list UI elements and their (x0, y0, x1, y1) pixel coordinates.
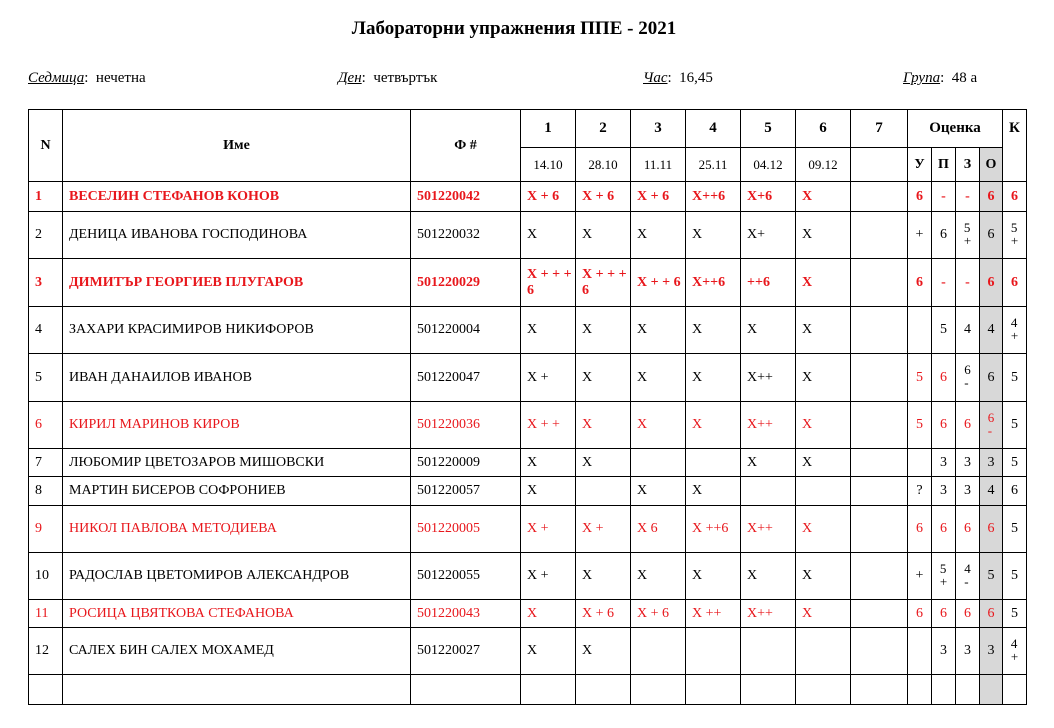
grade-k: 5 (1003, 553, 1027, 600)
col-grade: Оценка (908, 110, 1003, 148)
grade-p: 6 (932, 402, 956, 449)
lab-mark: X ++6 (686, 506, 741, 553)
col-week: 2 (576, 110, 631, 148)
faculty-number: 501220005 (411, 506, 521, 553)
grade-u (908, 628, 932, 675)
table-row (29, 212, 1027, 259)
faculty-number: 501220029 (411, 259, 521, 307)
lab-mark (851, 212, 908, 259)
grade-k: 6 (1003, 182, 1027, 212)
faculty-number: 501220004 (411, 307, 521, 354)
grade-u: + (908, 212, 932, 259)
empty-cell (631, 675, 686, 705)
grade-p: 6 (932, 600, 956, 628)
student-name: САЛЕХ БИН САЛЕХ МОХАМЕД (63, 628, 411, 675)
grade-k: 6 (1003, 477, 1027, 506)
grade-k: 4 + (1003, 628, 1027, 675)
lab-mark: X (631, 212, 686, 259)
col-week: 6 (796, 110, 851, 148)
faculty-number: 501220032 (411, 212, 521, 259)
lab-mark: X (686, 553, 741, 600)
lab-mark (796, 628, 851, 675)
day-value: четвъртък (373, 70, 438, 86)
lab-mark (851, 307, 908, 354)
table-row (29, 259, 1027, 307)
row-number: 7 (29, 449, 63, 477)
hour-value: 16,45 (679, 70, 713, 86)
grade-k: 5 (1003, 600, 1027, 628)
lab-mark: X + 6 (576, 182, 631, 212)
col-p: П (932, 148, 956, 182)
lab-mark: X (686, 354, 741, 402)
lab-mark (631, 628, 686, 675)
student-name: ДЕНИЦА ИВАНОВА ГОСПОДИНОВА (63, 212, 411, 259)
lab-mark: X (631, 354, 686, 402)
grade-o: 6 (980, 212, 1003, 259)
table-row-empty (29, 675, 1027, 705)
lab-mark: X (741, 307, 796, 354)
table-row (29, 553, 1027, 600)
table-row (29, 506, 1027, 553)
grade-z: 3 (956, 449, 980, 477)
grade-p: - (932, 182, 956, 212)
col-date: 14.10 (521, 148, 576, 182)
lab-mark: X (576, 212, 631, 259)
grade-z: - (956, 182, 980, 212)
grade-u (908, 307, 932, 354)
empty-cell (1003, 675, 1027, 705)
lab-mark: X (796, 600, 851, 628)
lab-mark: X + 6 (631, 182, 686, 212)
empty-cell (521, 675, 576, 705)
student-name: ИВАН ДАНАИЛОВ ИВАНОВ (63, 354, 411, 402)
lab-mark: X++ (741, 600, 796, 628)
lab-mark: X (686, 477, 741, 506)
faculty-number: 501220027 (411, 628, 521, 675)
col-u: У (908, 148, 932, 182)
lab-mark: X (796, 553, 851, 600)
lab-mark: X++6 (686, 259, 741, 307)
lab-mark: ++6 (741, 259, 796, 307)
lab-mark: X + 6 (631, 600, 686, 628)
row-number: 12 (29, 628, 63, 675)
grade-z: 4 (956, 307, 980, 354)
col-week: 5 (741, 110, 796, 148)
table-row (29, 354, 1027, 402)
week-label: Седмица (28, 70, 85, 86)
grade-u: 5 (908, 402, 932, 449)
lab-mark: X (521, 628, 576, 675)
lab-mark: X (576, 553, 631, 600)
grade-p: 5 + (932, 553, 956, 600)
lab-mark: X + (521, 506, 576, 553)
grade-k: 5 (1003, 354, 1027, 402)
faculty-number: 501220055 (411, 553, 521, 600)
row-number: 11 (29, 600, 63, 628)
col-week: 3 (631, 110, 686, 148)
col-n: N (29, 110, 63, 182)
lab-mark: X++6 (686, 182, 741, 212)
student-name: ДИМИТЪР ГЕОРГИЕВ ПЛУГАРОВ (63, 259, 411, 307)
row-number: 5 (29, 354, 63, 402)
lab-mark: X + + (521, 402, 576, 449)
grade-o: 5 (980, 553, 1003, 600)
lab-mark: X (796, 259, 851, 307)
lab-mark: X + + + 6 (576, 259, 631, 307)
lab-mark (851, 259, 908, 307)
day-label: Ден (338, 70, 362, 86)
table-row (29, 402, 1027, 449)
lab-mark: X (631, 402, 686, 449)
grade-u: 6 (908, 259, 932, 307)
col-date: 25.11 (686, 148, 741, 182)
grade-p: 3 (932, 628, 956, 675)
lab-mark: X++ (741, 402, 796, 449)
student-name: НИКОЛ ПАВЛОВА МЕТОДИЕВА (63, 506, 411, 553)
grade-z: 6 (956, 600, 980, 628)
grade-z: 3 (956, 628, 980, 675)
grade-u (908, 449, 932, 477)
grade-o: 4 (980, 307, 1003, 354)
row-number: 10 (29, 553, 63, 600)
lab-mark: X + (576, 506, 631, 553)
lab-mark: X (521, 307, 576, 354)
lab-mark (741, 628, 796, 675)
lab-mark: X (521, 477, 576, 506)
table-body (29, 182, 1027, 705)
empty-cell (63, 675, 411, 705)
lab-mark: X (576, 628, 631, 675)
lab-mark (851, 402, 908, 449)
page-title: Лабораторни упражнения ППЕ - 2021 (351, 18, 677, 39)
lab-mark: X (796, 506, 851, 553)
lab-mark: X (796, 182, 851, 212)
hour-label: Час (643, 70, 668, 86)
lab-mark: X (686, 212, 741, 259)
grade-k: 5 (1003, 449, 1027, 477)
col-date: 04.12 (741, 148, 796, 182)
grade-u: ? (908, 477, 932, 506)
empty-cell (956, 675, 980, 705)
grade-p: 3 (932, 449, 956, 477)
row-number: 8 (29, 477, 63, 506)
col-date: 09.12 (796, 148, 851, 182)
grade-z: - (956, 259, 980, 307)
col-date: 28.10 (576, 148, 631, 182)
empty-cell (686, 675, 741, 705)
lab-mark: X (796, 354, 851, 402)
table-row (29, 449, 1027, 477)
table-row (29, 628, 1027, 675)
lab-mark (686, 449, 741, 477)
faculty-number: 501220057 (411, 477, 521, 506)
lab-mark: X + + 6 (631, 259, 686, 307)
lab-mark: X (796, 402, 851, 449)
student-name: РОСИЦА ЦВЯТКОВА СТЕФАНОВА (63, 600, 411, 628)
week-field: Седмица: нечетна (28, 70, 146, 86)
lab-mark: X (521, 600, 576, 628)
lab-mark: X+ (741, 212, 796, 259)
lab-mark (576, 477, 631, 506)
grade-z: 5 + (956, 212, 980, 259)
group-label: Група (903, 70, 941, 86)
grade-u: 6 (908, 506, 932, 553)
student-name: МАРТИН БИСЕРОВ СОФРОНИЕВ (63, 477, 411, 506)
table-row (29, 307, 1027, 354)
lab-mark: X + 6 (521, 182, 576, 212)
lab-mark: X (631, 553, 686, 600)
lab-mark (851, 600, 908, 628)
col-week: 1 (521, 110, 576, 148)
row-number: 4 (29, 307, 63, 354)
lab-mark: X (576, 402, 631, 449)
lab-mark (796, 477, 851, 506)
grade-z: 6 - (956, 354, 980, 402)
lab-mark (851, 477, 908, 506)
grade-o: 4 (980, 477, 1003, 506)
lab-mark: X (576, 307, 631, 354)
lab-mark: X (576, 354, 631, 402)
lab-mark: X (631, 477, 686, 506)
col-week: 4 (686, 110, 741, 148)
grade-p: 3 (932, 477, 956, 506)
lab-mark: X++ (741, 354, 796, 402)
col-z: З (956, 148, 980, 182)
lab-mark: X (796, 212, 851, 259)
grade-o: 6 (980, 506, 1003, 553)
lab-mark: X (796, 449, 851, 477)
table-row (29, 182, 1027, 212)
lab-mark: X ++ (686, 600, 741, 628)
lab-mark: X + 6 (576, 600, 631, 628)
col-week: 7 (851, 110, 908, 148)
lab-table (28, 109, 1027, 705)
grade-p: 6 (932, 354, 956, 402)
lab-mark: X++ (741, 506, 796, 553)
lab-mark: X+6 (741, 182, 796, 212)
grade-u: + (908, 553, 932, 600)
day-field: Ден: четвъртък (338, 70, 438, 86)
lab-mark: X (741, 553, 796, 600)
row-number: 3 (29, 259, 63, 307)
lab-mark: X (521, 449, 576, 477)
hour-field: Час: 16,45 (643, 70, 713, 86)
grade-k: 4 + (1003, 307, 1027, 354)
row-number: 6 (29, 402, 63, 449)
grade-z: 3 (956, 477, 980, 506)
week-value: нечетна (95, 70, 146, 86)
grade-u: 6 (908, 182, 932, 212)
lab-mark (851, 182, 908, 212)
lab-mark: X + (521, 354, 576, 402)
lab-mark: X (686, 307, 741, 354)
grade-u: 5 (908, 354, 932, 402)
faculty-number: 501220036 (411, 402, 521, 449)
empty-cell (908, 675, 932, 705)
col-o: О (980, 148, 1003, 182)
col-date: 11.11 (631, 148, 686, 182)
empty-cell (29, 675, 63, 705)
empty-cell (741, 675, 796, 705)
student-name: ЗАХАРИ КРАСИМИРОВ НИКИФОРОВ (63, 307, 411, 354)
grade-o: 3 (980, 628, 1003, 675)
empty-cell (851, 675, 908, 705)
grade-o: 6 - (980, 402, 1003, 449)
student-name: ЛЮБОМИР ЦВЕТОЗАРОВ МИШОВСКИ (63, 449, 411, 477)
faculty-number: 501220043 (411, 600, 521, 628)
lab-mark (686, 628, 741, 675)
grade-o: 6 (980, 600, 1003, 628)
lab-mark: X (686, 402, 741, 449)
student-name: КИРИЛ МАРИНОВ КИРОВ (63, 402, 411, 449)
lab-mark: X (796, 307, 851, 354)
faculty-number: 501220042 (411, 182, 521, 212)
lab-mark (851, 354, 908, 402)
col-name: Име (63, 110, 411, 182)
grade-k: 5 (1003, 506, 1027, 553)
student-name: РАДОСЛАВ ЦВЕТОМИРОВ АЛЕКСАНДРОВ (63, 553, 411, 600)
lab-mark: X (576, 449, 631, 477)
lab-mark (851, 628, 908, 675)
lab-mark: X + (521, 553, 576, 600)
grade-k: 5 + (1003, 212, 1027, 259)
grade-o: 6 (980, 182, 1003, 212)
lab-mark: X 6 (631, 506, 686, 553)
faculty-number: 501220009 (411, 449, 521, 477)
grade-o: 6 (980, 259, 1003, 307)
empty-cell (576, 675, 631, 705)
grade-o: 3 (980, 449, 1003, 477)
lab-mark: X (741, 449, 796, 477)
grade-k: 6 (1003, 259, 1027, 307)
grade-u: 6 (908, 600, 932, 628)
lab-mark (741, 477, 796, 506)
col-date (851, 148, 908, 182)
lab-mark: X (521, 212, 576, 259)
empty-cell (932, 675, 956, 705)
group-value: 48 а (951, 70, 978, 86)
grade-o: 6 (980, 354, 1003, 402)
lab-mark (631, 449, 686, 477)
table-row (29, 600, 1027, 628)
empty-cell (411, 675, 521, 705)
col-fn: Ф # (411, 110, 521, 182)
grade-p: - (932, 259, 956, 307)
grade-p: 6 (932, 212, 956, 259)
grade-z: 4 - (956, 553, 980, 600)
lab-mark (851, 449, 908, 477)
grade-k: 5 (1003, 402, 1027, 449)
empty-cell (980, 675, 1003, 705)
lab-mark (851, 506, 908, 553)
grade-z: 6 (956, 402, 980, 449)
table-row (29, 477, 1027, 506)
row-number: 1 (29, 182, 63, 212)
grade-p: 6 (932, 506, 956, 553)
grade-z: 6 (956, 506, 980, 553)
col-k: К (1003, 110, 1027, 182)
row-number: 2 (29, 212, 63, 259)
grade-p: 5 (932, 307, 956, 354)
lab-mark: X (631, 307, 686, 354)
lab-mark: X + + + 6 (521, 259, 576, 307)
empty-cell (796, 675, 851, 705)
row-number: 9 (29, 506, 63, 553)
faculty-number: 501220047 (411, 354, 521, 402)
group-field: Група: 48 а (903, 70, 978, 86)
student-name: ВЕСЕЛИН СТЕФАНОВ КОНОВ (63, 182, 411, 212)
lab-mark (851, 553, 908, 600)
